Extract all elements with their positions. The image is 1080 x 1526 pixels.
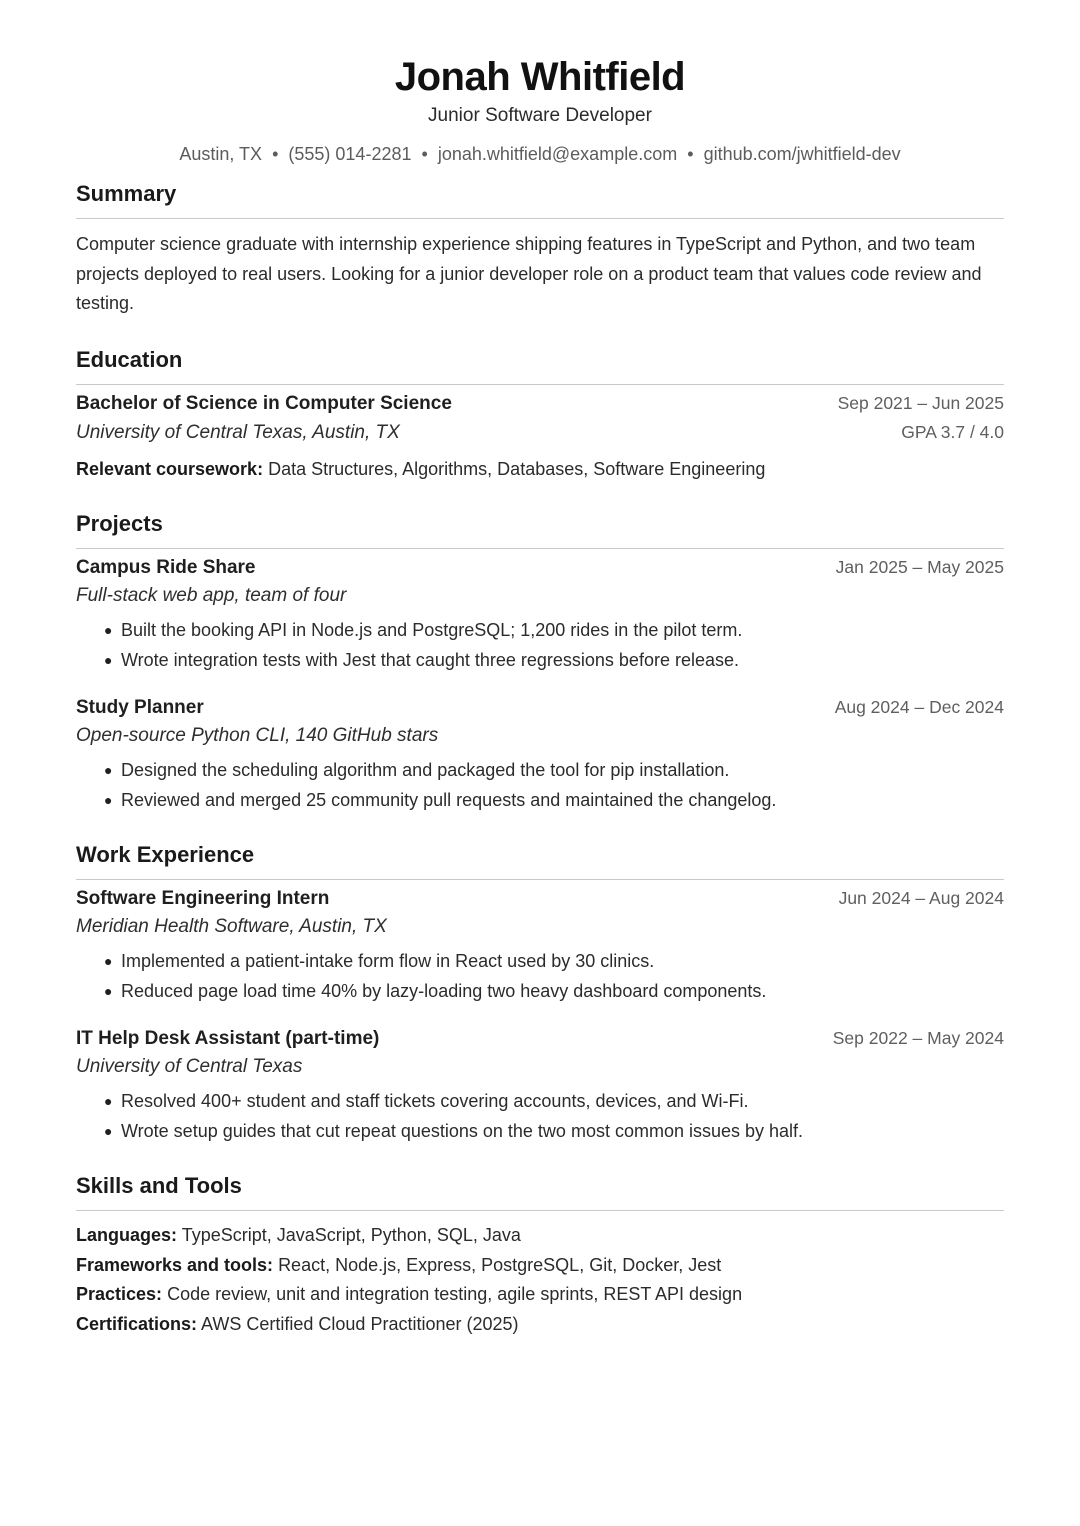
- candidate-name: Jonah Whitfield: [394, 55, 686, 99]
- skill-value: TypeScript, JavaScript, Python, SQL, Java: [181, 1225, 521, 1245]
- work-section: [76, 840, 1004, 1146]
- bullet-text: Wrote integration tests with Jest that caught three regressions before release.: [121, 649, 739, 670]
- bullet-text: Reviewed and merged 25 community pull requests and maintained the changelog.: [121, 789, 777, 810]
- bullet-text: Resolved 400+ student and staff tickets covering accounts, devices, and Wi-Fi.: [121, 1091, 749, 1111]
- project-entry: [76, 693, 1004, 815]
- summary-text: Computer science graduate with internship experience shipping features in TypeScript and Python, and two team projects deployed to real users. Looking for a junior developer role on a product team that values code review and testing.: [76, 234, 982, 313]
- bullet-item: [76, 977, 1004, 1007]
- contact-email[interactable]: jonah.whitfield@example.com: [437, 144, 678, 164]
- bullet-dot-icon: ●: [104, 651, 113, 668]
- resume-header: [76, 0, 1004, 166]
- contact-phone: (555) 014-2281: [288, 144, 412, 164]
- bullet-list: [76, 616, 1004, 675]
- project-subtitle: Open-source Python CLI, 140 GitHub stars: [76, 725, 439, 746]
- bullet-text: Implemented a patient-intake form flow in React used by 30 clinics.: [121, 951, 655, 971]
- contact-separator: •: [421, 144, 428, 164]
- bullet-list: [76, 756, 1004, 815]
- skills-section: [76, 1171, 1004, 1339]
- skill-row: [76, 1221, 1004, 1251]
- employer-name: University of Central Texas: [76, 1056, 303, 1077]
- entry-sub-row: [76, 418, 1004, 447]
- bullet-item: [76, 646, 1004, 676]
- skill-value: React, Node.js, Express, PostgreSQL, Git, Docker, Jest: [278, 1254, 722, 1275]
- bullet-dot-icon: ●: [104, 1122, 113, 1139]
- employer-name: Meridian Health Software, Austin, TX: [76, 916, 387, 937]
- bullet-item: [76, 616, 1004, 646]
- project-name: Study Planner: [76, 697, 204, 718]
- coursework-label: Relevant coursework:: [76, 458, 264, 479]
- bullet-dot-icon: ●: [104, 982, 113, 999]
- bullet-dot-icon: ●: [104, 762, 113, 778]
- entry-header-row: [76, 553, 1004, 582]
- coursework-value: Data Structures, Algorithms, Databases, Software Engineering: [268, 458, 766, 479]
- entry-header-row: [76, 884, 1004, 913]
- bullet-dot-icon: ●: [104, 953, 113, 969]
- entry-dates: Jan 2025 – May 2025: [835, 557, 1004, 577]
- skill-row: [76, 1251, 1004, 1281]
- bullet-item: [76, 786, 1004, 816]
- project-entry: [76, 553, 1004, 675]
- skill-value: AWS Certified Cloud Practitioner (2025): [201, 1313, 519, 1334]
- skills-list: [76, 1221, 1004, 1339]
- contact-separator: •: [272, 144, 279, 164]
- contact-location: Austin, TX: [179, 144, 263, 164]
- skill-label: Languages:: [76, 1225, 178, 1245]
- bullet-dot-icon: ●: [104, 791, 113, 808]
- degree-title: Bachelor of Science in Computer Science: [76, 392, 452, 414]
- entry-dates: Sep 2022 – May 2024: [832, 1028, 1004, 1048]
- skill-row: [76, 1310, 1004, 1340]
- project-name: Campus Ride Share: [76, 557, 256, 578]
- entry-dates: Jun 2024 – Aug 2024: [838, 888, 1004, 908]
- coursework-line: [76, 455, 1004, 485]
- projects-section: [76, 509, 1004, 815]
- section-title: Skills and Tools: [76, 1171, 1004, 1211]
- bullet-text: Designed the scheduling algorithm and packaged the tool for pip installation.: [121, 760, 730, 780]
- school-name: University of Central Texas, Austin, TX: [76, 421, 400, 443]
- section-title: Work Experience: [76, 840, 1004, 880]
- bullet-text: Built the booking API in Node.js and PostgreSQL; 1,200 rides in the pilot term.: [121, 620, 743, 640]
- bullet-text: Wrote setup guides that cut repeat questions on the two most common issues by half.: [121, 1120, 804, 1141]
- project-subtitle: Full-stack web app, team of four: [76, 585, 347, 606]
- entry-header-row: [76, 389, 1004, 418]
- entry-header-row: [76, 1024, 1004, 1053]
- skill-label: Frameworks and tools:: [76, 1254, 274, 1275]
- entry-dates: Sep 2021 – Jun 2025: [837, 392, 1004, 413]
- gpa: GPA 3.7 / 4.0: [901, 421, 1004, 442]
- bullet-item: [76, 1087, 1004, 1117]
- skill-value: Code review, unit and integration testing, agile sprints, REST API design: [167, 1284, 743, 1304]
- section-title: Projects: [76, 509, 1004, 549]
- bullet-dot-icon: ●: [104, 1093, 113, 1109]
- job-title: Software Engineering Intern: [76, 888, 330, 909]
- education-section: [76, 345, 1004, 485]
- bullet-dot-icon: ●: [104, 622, 113, 638]
- work-entry: [76, 884, 1004, 1006]
- bullet-item: [76, 947, 1004, 977]
- section-title: Summary: [76, 179, 1004, 219]
- bullet-item: [76, 1117, 1004, 1147]
- entry-dates: Aug 2024 – Dec 2024: [834, 697, 1004, 717]
- contact-separator: •: [687, 144, 694, 164]
- job-title: IT Help Desk Assistant (part-time): [76, 1028, 380, 1049]
- skill-label: Certifications:: [76, 1313, 198, 1334]
- summary-section: [76, 179, 1004, 319]
- skill-label: Practices:: [76, 1284, 163, 1304]
- bullet-list: [76, 1087, 1004, 1146]
- skill-row: [76, 1280, 1004, 1310]
- bullet-list: [76, 947, 1004, 1006]
- education-entry: [76, 389, 1004, 485]
- contact-github[interactable]: github.com/jwhitfield-dev: [703, 144, 901, 164]
- entry-header-row: [76, 693, 1004, 722]
- contact-line: [76, 142, 1004, 166]
- candidate-role: Junior Software Developer: [428, 105, 652, 126]
- work-entry: [76, 1024, 1004, 1146]
- section-title: Education: [76, 345, 1004, 385]
- bullet-item: [76, 756, 1004, 786]
- bullet-text: Reduced page load time 40% by lazy-loading two heavy dashboard components.: [121, 980, 767, 1001]
